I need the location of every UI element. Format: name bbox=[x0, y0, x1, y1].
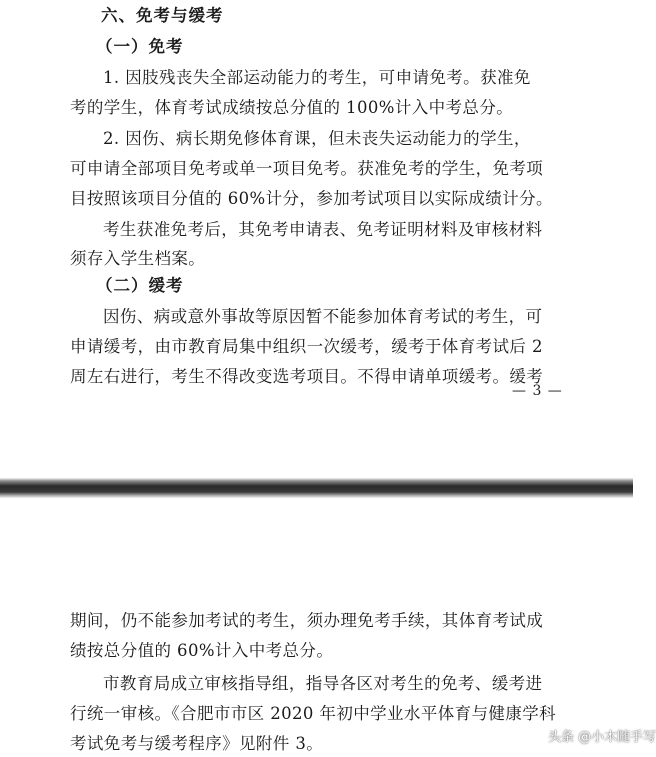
paragraph-line: 申请缓考，由市教育局集中组织一次缓考，缓考于体育考试后 2 bbox=[70, 337, 543, 356]
subsection-title-deferral: （二）缓考 bbox=[96, 276, 184, 295]
paragraph-line: 周左右进行，考生不得改变选考项目。不得申请单项缓考。缓考 bbox=[70, 367, 544, 386]
watermark: 头条 @小木随手写 bbox=[548, 730, 656, 745]
paragraph-line: 期间，仍不能参加考试的考生，须办理免考手续，其体育考试成 bbox=[70, 611, 544, 630]
paragraph-line: 市教育局成立审核指导组，指导各区对考生的免考、缓考进 bbox=[103, 674, 543, 693]
paragraph-line: 考试免考与缓考程序》见附件 3。 bbox=[70, 734, 324, 753]
paragraph-line: 1. 因肢残丧失全部运动能力的考生，可申请免考。获准免 bbox=[103, 68, 531, 87]
paragraph-line: 行统一审核。《合肥市市区 2020 年初中学业水平体育与健康学科 bbox=[70, 704, 557, 723]
page-separator bbox=[0, 478, 633, 498]
section-heading: 六、免考与缓考 bbox=[101, 6, 224, 25]
paragraph-line: 目按照该项目分值的 60%计分，参加考试项目以实际成绩计分。 bbox=[70, 189, 553, 208]
paragraph-line: 考的学生，体育考试成绩按总分值的 100%计入中考总分。 bbox=[70, 98, 514, 117]
subsection-title-exemption: （一）免考 bbox=[96, 37, 184, 56]
paragraph-line: 可申请全部项目免考或单一项目免考。获准免考的学生，免考项 bbox=[70, 159, 544, 178]
page-number: — 3 — bbox=[512, 383, 563, 399]
paragraph-line: 因伤、病或意外事故等原因暂不能参加体育考试的考生，可 bbox=[103, 307, 543, 326]
paragraph-line: 考生获准免考后，其免考申请表、免考证明材料及审核材料 bbox=[103, 220, 543, 239]
paragraph-line: 绩按总分值的 60%计入中考总分。 bbox=[70, 641, 334, 660]
paragraph-line: 2. 因伤、病长期免修体育课，但未丧失运动能力的学生， bbox=[103, 129, 531, 148]
paragraph-line: 须存入学生档案。 bbox=[70, 249, 206, 268]
